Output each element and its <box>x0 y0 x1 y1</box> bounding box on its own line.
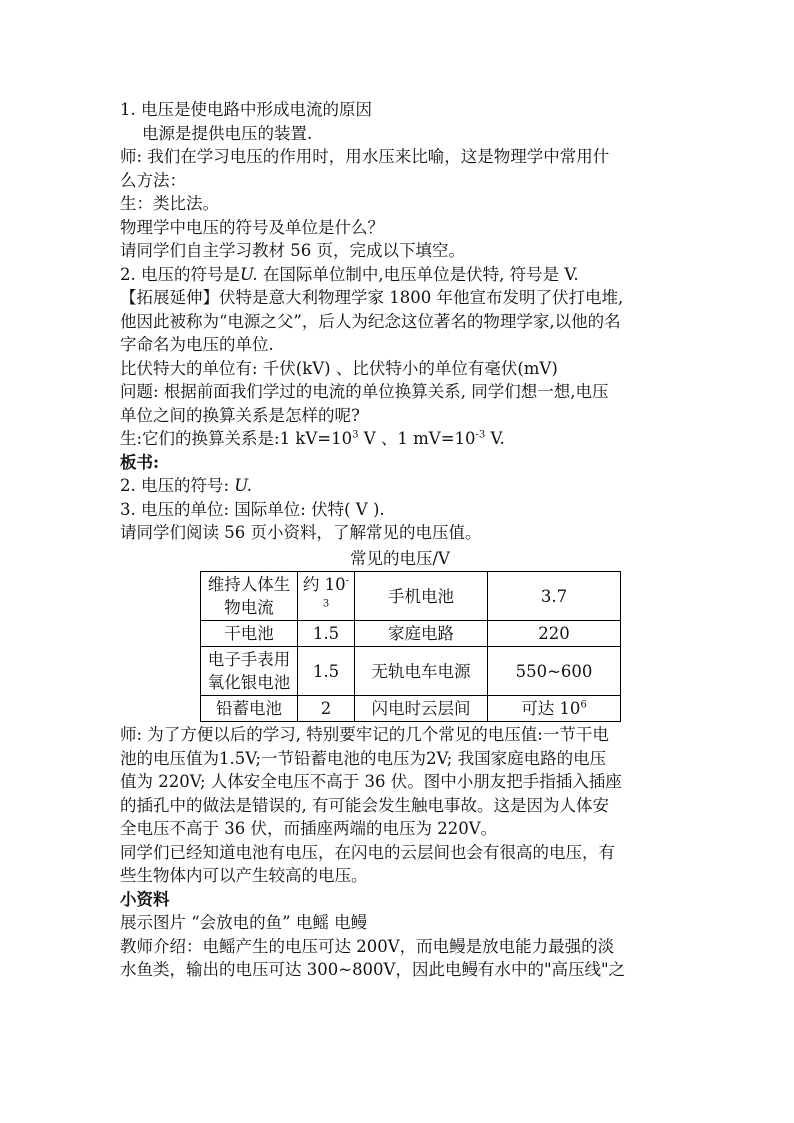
text-line: 比伏特大的单位有: 千伏(kV) 、比伏特小的单位有毫伏(mV) <box>120 358 558 378</box>
table-cell: 家庭电路 <box>355 621 488 647</box>
text-line: 电源是提供电压的装置. <box>142 123 313 143</box>
table-cell <box>201 647 298 696</box>
text-line: 请同学们自主学习教材 56 页，完成以下填空。 <box>120 241 465 260</box>
section-heading: 小资料 <box>120 889 170 909</box>
table-cell: 无轨电车电源 <box>355 647 488 696</box>
text-line: 单位之间的换算关系是怎样的呢? <box>120 405 360 425</box>
table-row <box>201 647 621 696</box>
table-cell <box>298 572 355 621</box>
text-fragment: V 、1 mV=10 <box>358 429 476 448</box>
table-cell <box>488 696 621 722</box>
table-cell: 铅蓄电池 <box>201 696 298 722</box>
table-cell: 1.5 <box>298 621 355 647</box>
exponent: -3 <box>475 429 486 441</box>
text-line: 字命名为电压的单位. <box>120 335 274 354</box>
text-fragment: 生:它们的换算关系是:1 kV=10 <box>120 429 353 448</box>
text-line: 全电压不高于 36 伏，而插座两端的电压为 220V。 <box>120 819 498 838</box>
cell-text: 约 10 <box>302 575 346 594</box>
cell-text: 物电流 <box>224 598 274 617</box>
text-line: 问题: 根据前面我们学过的电流的单位换算关系, 同学们想一想,电压 <box>120 382 609 401</box>
text-line: 池的电压值为1.5V;一节铅蓄电池的电压为2V; 我国家庭电路的电压 <box>120 748 607 768</box>
text-line: 1. 电压是使电路中形成电流的原因 <box>120 100 372 119</box>
text-line: 教师介绍：电鳐产生的电压可达 200V，而电鳗是放电能力最强的淡 <box>120 936 615 956</box>
text-line: 么方法： <box>120 170 186 190</box>
exponent: 6 <box>580 699 587 711</box>
text-line: 同学们已经知道电池有电压，在闪电的云层间也会有很高的电压，有 <box>120 842 615 862</box>
text-fragment: 2. 电压的符号: <box>120 476 235 495</box>
exponent: -3 <box>322 575 350 610</box>
text-fragment: 在国际单位制中,电压单位是伏特, 符号是 V. <box>257 264 579 284</box>
table-cell: 1.5 <box>298 647 355 696</box>
table-row <box>201 621 621 647</box>
voltage-table <box>200 571 621 722</box>
cell-text: 可达 10 <box>521 699 581 718</box>
text-line: 生：类比法。 <box>120 194 219 213</box>
text-line: 请同学们阅读 56 页小资料，了解常见的电压值。 <box>120 523 482 542</box>
table-cell: 550~600 <box>488 647 621 696</box>
text-line: 的插孔中的做法是错误的, 有可能会发生触电事故。这是因为人体安 <box>120 795 609 815</box>
table-cell: 干电池 <box>201 621 298 647</box>
table-row <box>201 696 621 722</box>
text-line: 水鱼类，输出的电压可达 300~800V，因此电鳗有水中的"高压线"之 <box>120 960 626 979</box>
text-fragment: V. <box>485 429 505 448</box>
section-heading: 板书: <box>120 452 160 472</box>
text-line: 他因此被称为“电源之父”，后人为纪念这位著名的物理学家,以他的名 <box>120 311 621 331</box>
voltage-symbol: U. <box>240 264 258 284</box>
lesson-content <box>120 98 680 982</box>
table-cell: 2 <box>298 696 355 722</box>
text-line: 【拓展延伸】伏特是意大利物理学家 1800 年他宣布发明了伏打电堆, <box>120 288 624 307</box>
cell-text: 维持人体生 <box>207 575 291 594</box>
text-line: 展示图片 “会放电的鱼” 电鳐 电鳗 <box>120 913 368 932</box>
text-fragment: 2. 电压的符号是 <box>120 264 240 284</box>
text-line: 值为 220V; 人体安全电压不高于 36 伏。图中小朋友把手指插入插座 <box>120 772 622 791</box>
text-line <box>120 474 680 498</box>
table-cell <box>201 572 298 621</box>
text-line: 些生物体内可以产生较高的电压。 <box>120 866 368 885</box>
cell-text: 氧化银电池 <box>207 673 291 692</box>
text-line <box>120 263 680 287</box>
cell-text: 电子手表用 <box>207 650 291 669</box>
text-line: 3. 电压的单位: 国际单位: 伏特( V ). <box>120 499 385 519</box>
table-cell: 手机电池 <box>355 572 488 621</box>
exponent: 3 <box>352 429 359 441</box>
text-line: 物理学中电压的符号及单位是什么？ <box>120 217 384 237</box>
table-cell: 220 <box>488 621 621 647</box>
text-line: 师: 为了方便以后的学习, 特别要牢记的几个常见的电压值:一节干电 <box>120 725 609 744</box>
table-cell: 闪电时云层间 <box>355 696 488 722</box>
table-row <box>201 572 621 621</box>
text-line: 师: 我们在学习电压的作用时，用水压来比喻，这是物理学中常用什 <box>120 147 610 166</box>
text-line <box>120 427 680 451</box>
table-caption: 常见的电压/V <box>350 548 450 568</box>
table-cell: 3.7 <box>488 572 621 621</box>
voltage-symbol: U. <box>234 476 252 495</box>
